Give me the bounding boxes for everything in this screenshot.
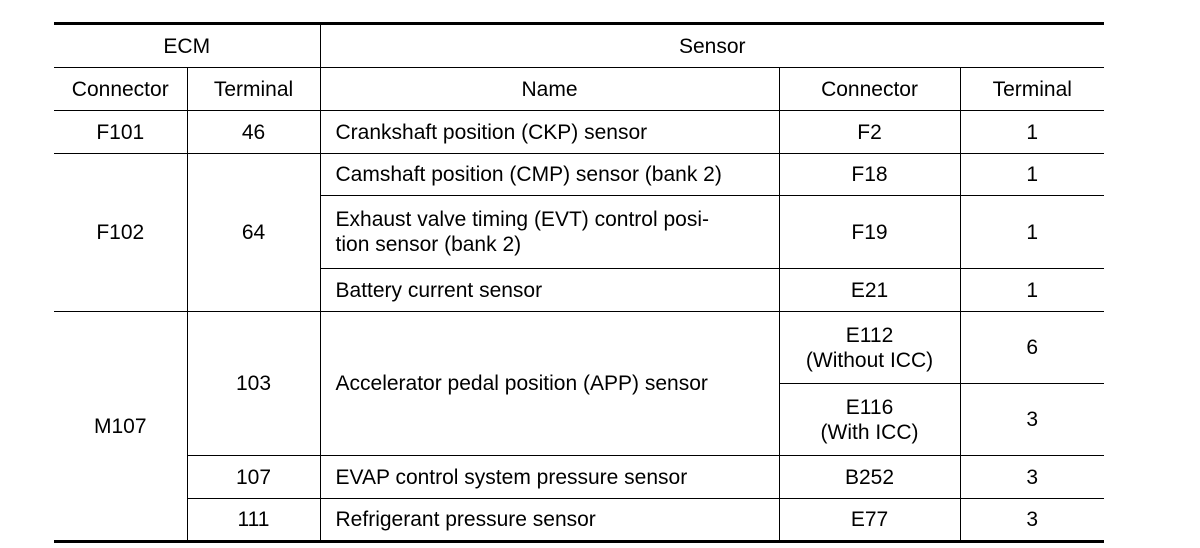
sensor-group-header: Sensor — [320, 24, 1104, 68]
ecm-connector-header: Connector — [54, 68, 187, 111]
sensor-connector-line: E116 — [845, 395, 894, 419]
sensor-connector-header: Connector — [779, 68, 960, 111]
sensor-connector-cell: F18 — [779, 154, 960, 196]
sensor-name-line: Exhaust valve timing (EVT) control posi- — [335, 208, 709, 231]
ecm-terminal-cell: 46 — [187, 111, 320, 154]
sensor-connector-cell — [779, 384, 960, 456]
table-row — [54, 154, 1104, 196]
sensor-terminal-cell: 1 — [960, 269, 1104, 312]
table-row — [54, 499, 1104, 542]
sensor-name-cell: Crankshaft position (CKP) sensor — [320, 111, 779, 154]
sensor-terminal-cell: 1 — [960, 154, 1104, 196]
ecm-connector-cell: F102 — [54, 154, 187, 312]
ecm-terminal-cell: 103 — [187, 312, 320, 456]
sensor-connector-cell: F2 — [779, 111, 960, 154]
header-row-groups — [54, 24, 1104, 68]
sensor-name-cell: Refrigerant pressure sensor — [320, 499, 779, 542]
table-row — [54, 111, 1104, 154]
ecm-terminal-cell: 111 — [187, 499, 320, 542]
sensor-terminal-cell: 6 — [960, 312, 1104, 384]
table-row — [54, 312, 1104, 384]
sensor-connector-cell — [779, 312, 960, 384]
sensor-connector-cell: E21 — [779, 269, 960, 312]
sensor-terminal-header: Terminal — [960, 68, 1104, 111]
sensor-terminal-cell: 3 — [960, 384, 1104, 456]
sensor-name-line: tion sensor (bank 2) — [335, 233, 522, 256]
sensor-name-cell: Accelerator pedal position (APP) sensor — [320, 312, 779, 456]
sensor-connector-cell: B252 — [779, 456, 960, 499]
ecm-terminal-cell: 107 — [187, 456, 320, 499]
sensor-name-cell: EVAP control system pressure sensor — [320, 456, 779, 499]
sensor-connector-line: (With ICC) — [820, 420, 919, 444]
sensor-name-cell — [320, 196, 779, 269]
sensor-connector-line: (Without ICC) — [805, 348, 934, 372]
sensor-name-header: Name — [320, 68, 779, 111]
sensor-name-cell: Camshaft position (CMP) sensor (bank 2) — [320, 154, 779, 196]
sensor-terminal-cell: 3 — [960, 499, 1104, 542]
sensor-name-cell: Battery current sensor — [320, 269, 779, 312]
connector-table — [54, 22, 1104, 543]
ecm-connector-cell: F101 — [54, 111, 187, 154]
sensor-connector-line: E112 — [845, 323, 894, 347]
sensor-connector-cell: E77 — [779, 499, 960, 542]
ecm-connector-cell: M107 — [54, 312, 187, 542]
header-row-columns — [54, 68, 1104, 111]
ecm-terminal-header: Terminal — [187, 68, 320, 111]
sensor-connector-cell: F19 — [779, 196, 960, 269]
ecm-group-header: ECM — [54, 24, 320, 68]
table-row — [54, 456, 1104, 499]
sensor-terminal-cell: 1 — [960, 111, 1104, 154]
sensor-terminal-cell: 1 — [960, 196, 1104, 269]
ecm-terminal-cell: 64 — [187, 154, 320, 312]
sensor-terminal-cell: 3 — [960, 456, 1104, 499]
